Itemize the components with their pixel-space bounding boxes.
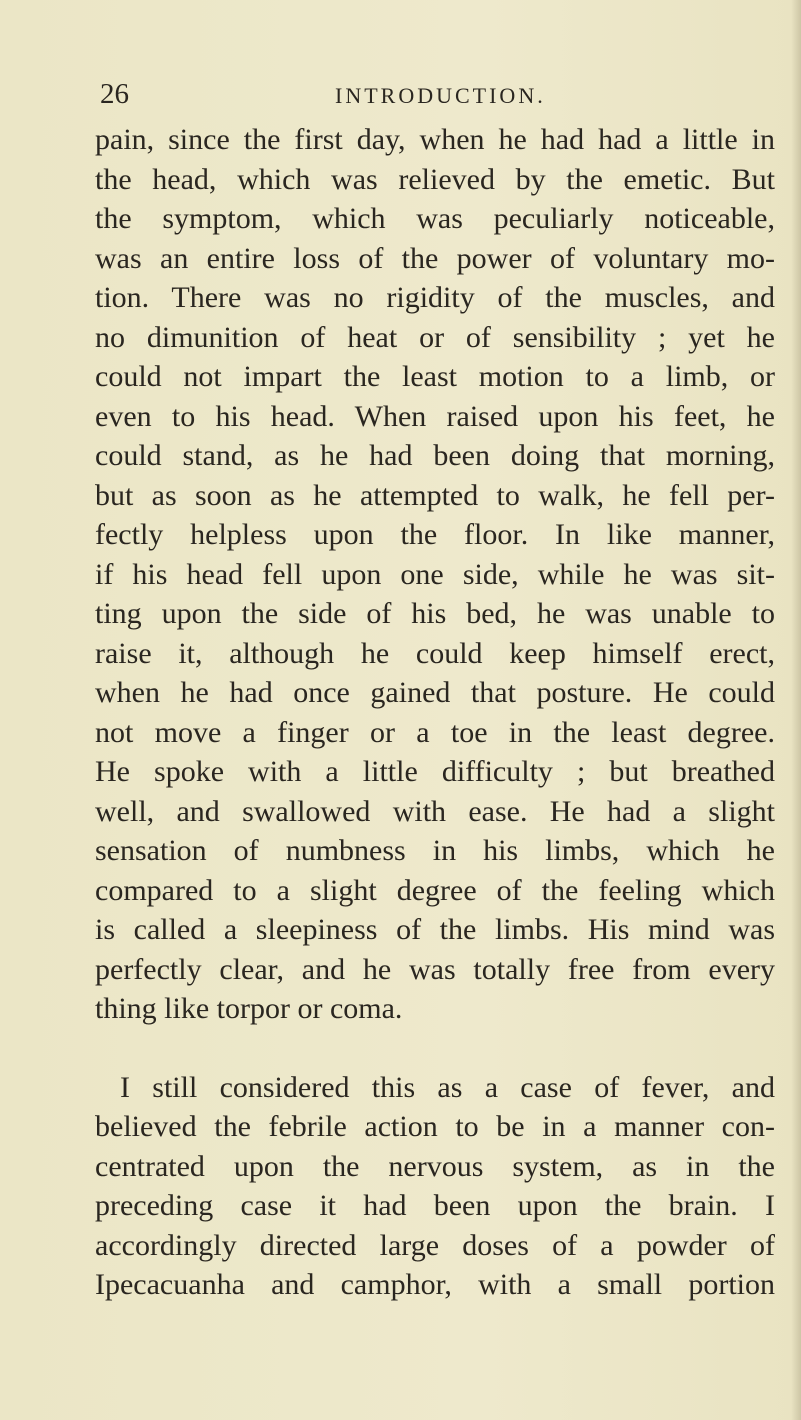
text-line: ting upon the side of his bed, he was unable to <box>95 597 775 630</box>
paragraph-gap <box>95 1029 775 1068</box>
text-line: accordingly directed large doses of a powder of <box>95 1228 775 1262</box>
text-line: but as soon as he attempted to walk, he fell per- <box>95 478 775 512</box>
text-line: could not impart the least motion to a limb, or <box>95 360 775 393</box>
text-line: the symptom, which was peculiarly noticeable, <box>95 202 775 235</box>
page-number: 26 <box>100 78 129 110</box>
text-line: Ipecacuanha and camphor, with a small portion <box>95 1268 775 1301</box>
text-line: when he had once gained that posture. He could <box>95 676 775 709</box>
text-line: fectly helpless upon the floor. In like manner, <box>95 518 775 551</box>
text-line: was an entire loss of the power of voluntary mo- <box>95 241 775 275</box>
page-edge-shadow <box>791 0 801 1420</box>
paragraph-2 <box>95 1068 775 1305</box>
text-line: even to his head. When raised upon his feet, he <box>95 399 775 433</box>
text-line: centrated upon the nervous system, as in the <box>95 1149 775 1183</box>
text-line: compared to a slight degree of the feeling which <box>95 873 775 907</box>
text-line: no dimunition of heat or of sensibility ; yet he <box>95 320 775 354</box>
text-line: the head, which was relieved by the emetic. But <box>95 162 775 196</box>
text-line: if his head fell upon one side, while he was sit- <box>95 557 775 591</box>
text-line: preceding case it had been upon the brain. I <box>95 1189 775 1222</box>
text-line: sensation of numbness in his limbs, which he <box>95 834 775 867</box>
text-line: perfectly clear, and he was totally free from every <box>95 952 775 986</box>
text-line: not move a finger or a toe in the least degree. <box>95 715 775 749</box>
text-line: tion. There was no rigidity of the muscles, and <box>95 281 775 314</box>
running-title: INTRODUCTION. <box>335 83 546 108</box>
text-line: well, and swallowed with ease. He had a slight <box>95 794 775 828</box>
text-line: is called a sleepiness of the limbs. His mind was <box>95 913 775 946</box>
text-line: raise it, although he could keep himself erect, <box>95 636 775 670</box>
text-line: I still considered this as a case of fever, and <box>120 1070 775 1104</box>
text-line: could stand, as he had been doing that morning, <box>95 439 775 472</box>
text-line: believed the febrile action to be in a manner con- <box>95 1110 775 1143</box>
paragraph-1 <box>95 120 775 1029</box>
text-line: pain, since the first day, when he had had a little in <box>95 123 775 156</box>
text-line: He spoke with a little difficulty ; but breathed <box>95 755 775 788</box>
body-text <box>95 120 775 1305</box>
running-head <box>0 74 801 114</box>
text-line: thing like torpor or coma. <box>95 992 403 1025</box>
